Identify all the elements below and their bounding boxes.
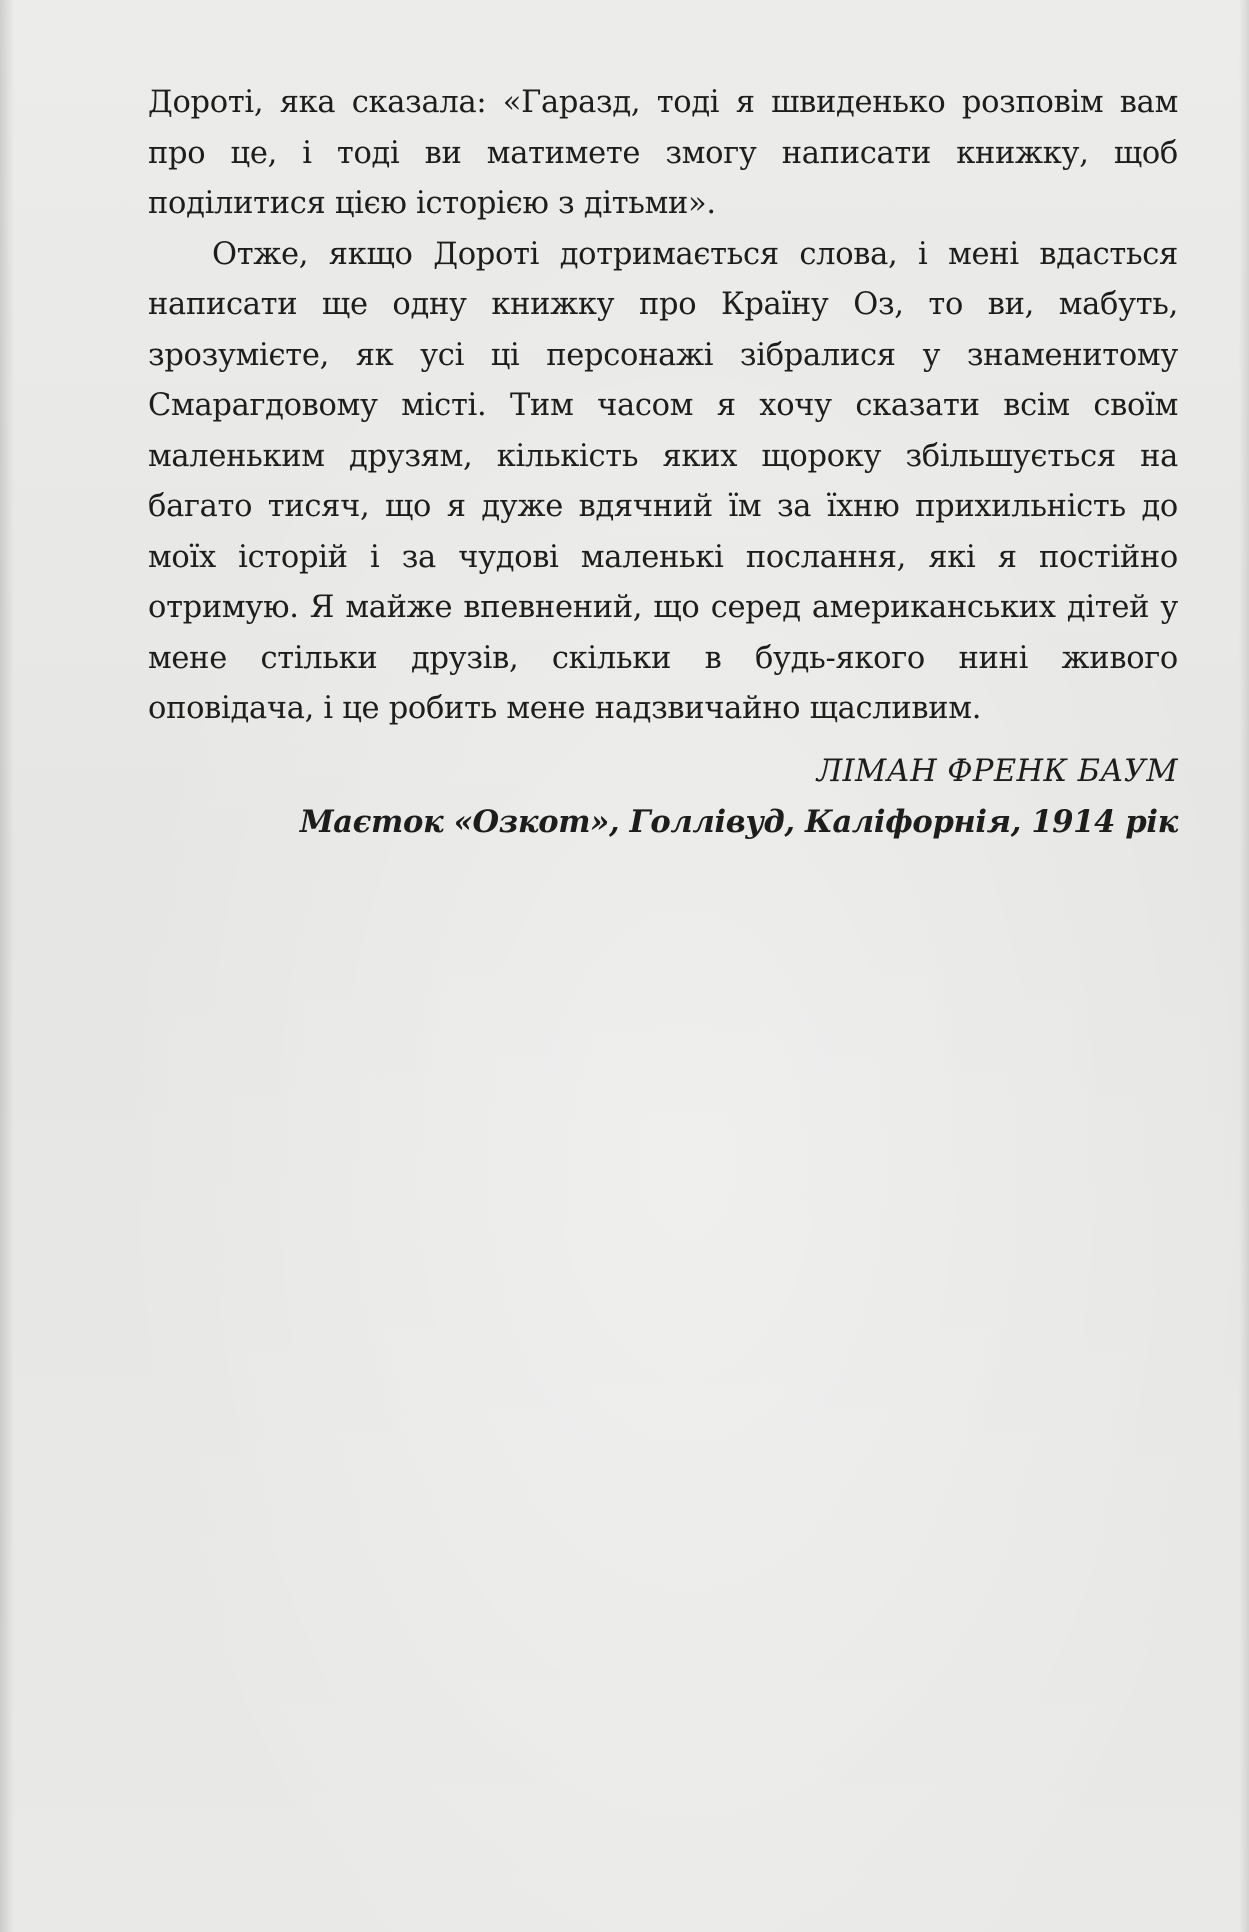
page-edge-shadow-left (0, 0, 14, 1932)
page-edge-shadow-right (1239, 0, 1249, 1932)
author-name: ЛІМАН ФРЕНК БАУМ (816, 753, 1178, 789)
page-text (148, 78, 1178, 848)
signature-block (148, 747, 1178, 848)
place-and-date: Маєток «Озкот», Голлівуд, Каліфорнія, 1914 рік (299, 804, 1178, 840)
paragraph-continuation: Дороті, яка сказала: «Гаразд, тоді я швиденько розповім вам про це, і тоді ви матимете змогу написати книжку, щоб поділитися цією історією з дітьми». (148, 85, 1178, 221)
paragraph-main: Отже, якщо Дороті дотримається слова, і мені вдасться написати ще одну книжку про Країну Оз, то ви, мабуть, зрозумієте, як усі ці персонажі зібралися у знаменитому Смарагдовому місті. Тим часом я хочу сказати всім своїм маленьким друзям, кількість яких щороку збільшується на багато тисяч, що я дуже вдячний їм за їхню прихильність до моїх історій і за чудові маленькі послання, які я постійно отримую. Я майже впевнений, що серед американських дітей у мене стільки друзів, скільки в будь-якого нині живого оповідача, і це робить мене надзвичайно щасливим. (148, 236, 1178, 726)
